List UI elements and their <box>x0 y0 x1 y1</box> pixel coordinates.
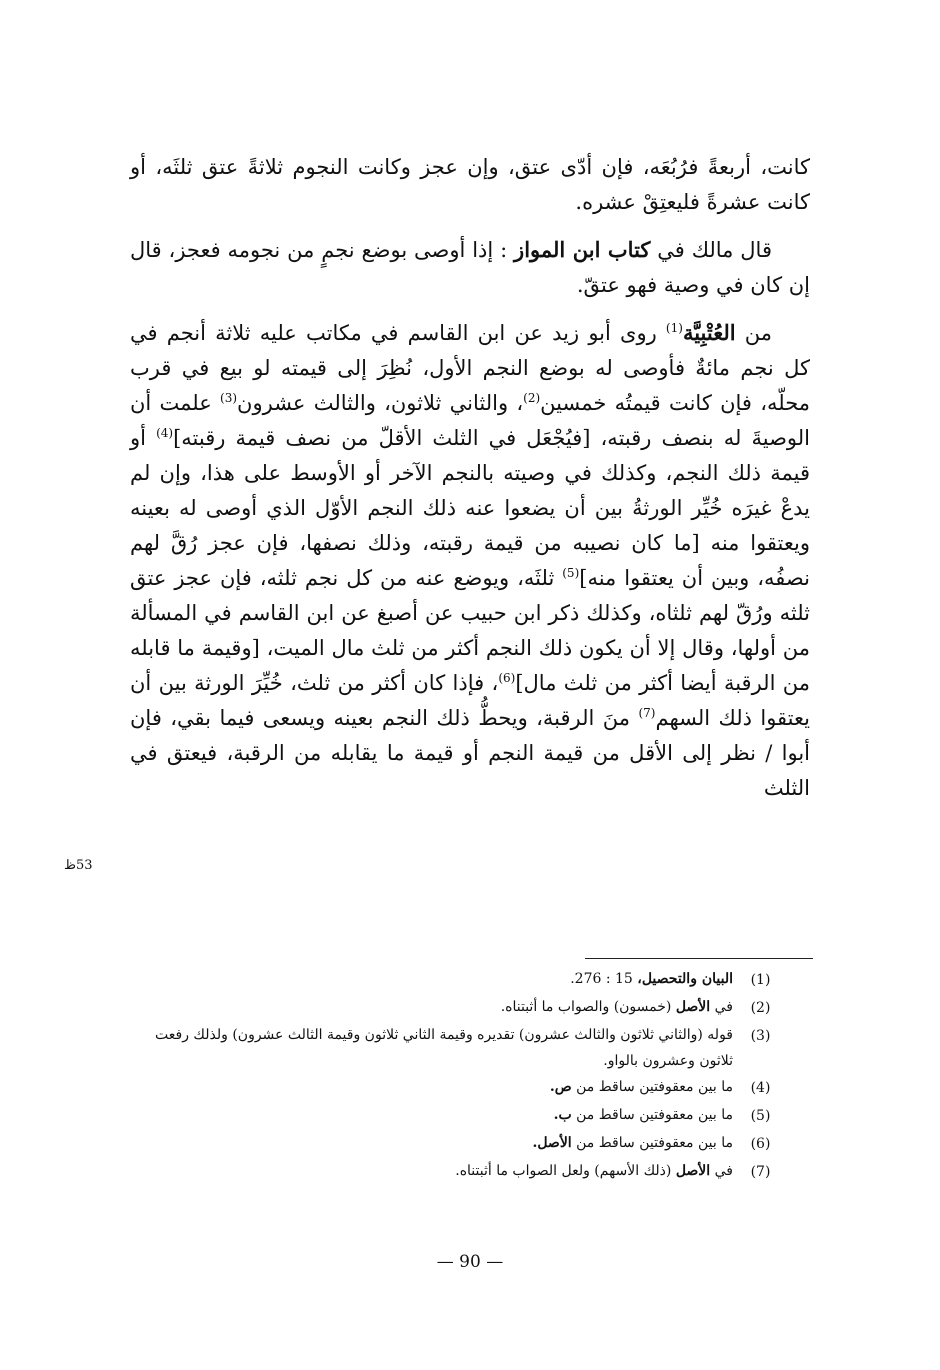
footnote-plain: (خمسون) والصواب ما أثبتناه. <box>500 999 676 1015</box>
footnote-number: (6) <box>750 1136 771 1152</box>
footnote-plain: ما بين معقوفتين ساقط من <box>571 1135 733 1151</box>
footnote-bold: ص. <box>549 1079 572 1095</box>
footnote-1 <box>118 966 788 994</box>
footnote-number: (7) <box>750 1164 771 1180</box>
footnote-text <box>118 1130 733 1158</box>
footnote-ref-1: (1) <box>665 321 683 335</box>
footnote-ref-7: (7) <box>638 706 656 720</box>
footnote-text <box>118 1158 733 1186</box>
footnote-bold: الأصل. <box>532 1135 572 1151</box>
footnote-plain: (ذلك الأسهم) ولعل الصواب ما أثبتناه. <box>455 1163 676 1179</box>
footnote-text <box>118 1102 733 1130</box>
footnote-number: (3) <box>750 1028 771 1044</box>
footnote-number: (5) <box>750 1108 771 1124</box>
footnote-text: قوله (والثاني ثلاثون والثالث عشرون) تقديره وقيمة الثاني ثلاثون وقيمة الثالث عشرون) ولذلك رفعت ثلاثون وعشرون بالواو. <box>155 1027 733 1069</box>
footnote-text <box>118 966 733 994</box>
paragraph-3-text-d: علمت أن الوصيةَ له بنصف رقبته، [فيُجْعَل في الثلث الأقلّ من نصف قيمة رقبته] <box>130 391 810 450</box>
paragraph-2-book-title: كتاب ابن المواز <box>514 237 651 262</box>
paragraph-3-text-a: من <box>735 321 772 345</box>
footnote-ref-2: (2) <box>523 391 541 405</box>
footnote-bold: ب. <box>553 1107 572 1123</box>
paragraph-2 <box>130 232 810 303</box>
folio-margin-note: 53ظ <box>64 858 93 873</box>
footnote-ref-6: (6) <box>498 671 516 685</box>
paragraph-3-text-e: أو قيمة ذلك النجم، وكذلك في وصيته بالنجم الآخر أو الأوسط على هذا، وإن لم يدعْ غيرَه خُيِّر الورثةُ بين أن يضعوا عنه ذلك النجم الأوّل الذي أوصى له بعينه ويعتقوا منه [ما كان نصيبه من قيمة رقبته، وذلك نصفها، فإن عجز رُقَّ لهم نصفُه، وبين أن يعتقوا منه] <box>130 426 810 590</box>
footnote-bold: البيان والتحصيل، <box>637 971 733 987</box>
footnote-bold: الأصل <box>675 999 711 1015</box>
footnote-divider <box>585 958 813 959</box>
paragraph-2-text-a: قال مالك في <box>650 238 772 262</box>
paragraph-3-text-b: روى أبو زيد عن ابن القاسم في مكاتب عليه ثلاثة أنجم في كل نجم مائةٌ فأوصى له بوضع النجم الأول، نُظِرَ إلى قيمته لو بيع في قرب محلّه، فإن كانت قيمتُه خمسين <box>130 321 810 415</box>
footnote-number: (1) <box>750 972 771 988</box>
footnote-7 <box>118 1158 788 1186</box>
footnote-ref-5: (5) <box>562 566 580 580</box>
footnote-text <box>118 1074 733 1102</box>
paragraph-1-text: كانت، أربعةً فرُبُعَه، فإن أدّى عتق، وإن عجز وكانت النجوم ثلاثةً عتق ثلثَه، أو كانت عشرةً فليعتِقْ عشره. <box>130 155 810 214</box>
footnote-number: (2) <box>750 1000 771 1016</box>
page-number: — 90 — <box>436 1252 504 1272</box>
footnote-plain: ما بين معقوفتين ساقط من <box>571 1107 733 1123</box>
paragraph-2-text-b: : إذا أوصى بوضع نجمٍ من نجومه فعجز، قال إن كان في وصية فهو عتقّ. <box>130 238 810 297</box>
footnote-text <box>118 994 733 1022</box>
footnote-3 <box>118 1022 788 1074</box>
footnote-plain: ما بين معقوفتين ساقط من <box>571 1079 733 1095</box>
footnotes <box>118 966 788 1186</box>
footnote-prefix: في <box>710 999 733 1015</box>
paragraph-3-text-f: ثلثَه، ويوضع عنه من كل نجم ثلثه، فإن عجز عتق ثلثه ورُقّ لهم ثلثاه، وكذلك ذكر ابن حبيب عن أصبغ عن ابن القاسم في المسألة من أولها، وقال إلا أن يكون ذلك النجم أكثر من ثلث مال الميت، [وقيمة ما قابله من الرقبة أيضا أكثر من ثلث مال] <box>130 566 810 695</box>
main-text <box>130 150 810 818</box>
paragraph-3-text-h: منَ الرقبة، ويحطُّ ذلك النجم بعينه ويسعى فيما بقي، فإن أبوا / نظر إلى الأقل من قيمة النجم أو قيمة ما يقابله من الرقبة، فيعتق في الثلث <box>130 706 810 800</box>
footnote-plain: 15 : 276. <box>570 971 638 987</box>
footnote-prefix: في <box>710 1163 733 1179</box>
footnote-2 <box>118 994 788 1022</box>
footnote-number: (4) <box>750 1080 771 1096</box>
footnote-bold: الأصل <box>675 1163 711 1179</box>
paragraph-3-source-title: العُتْبِيَّة <box>682 320 736 345</box>
footnote-5 <box>118 1102 788 1130</box>
footnote-ref-4: (4) <box>156 426 174 440</box>
footnote-ref-3: (3) <box>220 391 238 405</box>
footnote-4 <box>118 1074 788 1102</box>
footnote-6 <box>118 1130 788 1158</box>
paragraph-1 <box>130 150 810 220</box>
paragraph-3 <box>130 315 810 806</box>
paragraph-3-text-g: ، فإذا كان أكثر من ثلث، خُيِّرَ الورثة بين أن يعتقوا ذلك السهم <box>130 671 810 730</box>
paragraph-3-text-c: ، والثاني ثلاثون، والثالث عشرون <box>237 391 524 415</box>
